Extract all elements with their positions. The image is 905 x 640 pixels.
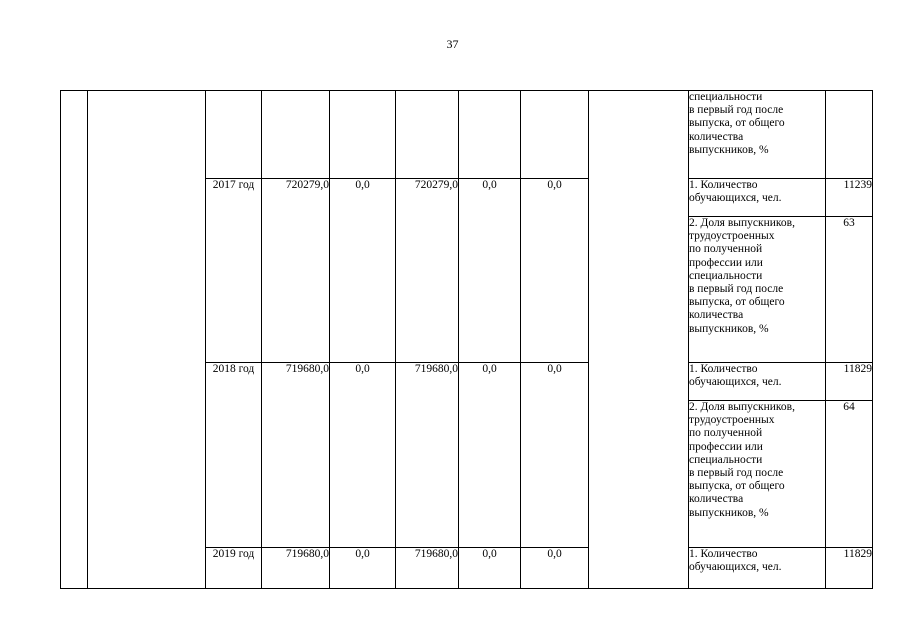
year-cell: 2017 год — [206, 179, 262, 363]
total-cell: 719680,0 — [262, 363, 330, 548]
year-cell-empty — [206, 91, 262, 179]
regional-cell: 720279,0 — [396, 179, 459, 363]
year-cell: 2018 год — [206, 363, 262, 548]
total-cell: 719680,0 — [262, 548, 330, 589]
other-cell: 0,0 — [521, 548, 589, 589]
local-cell-empty — [459, 91, 521, 179]
program-funding-table — [60, 90, 873, 589]
program-name-cell — [88, 91, 206, 589]
executor-cell — [589, 91, 689, 589]
indicator-cell: 1. Количество обучающихся, чел. — [689, 548, 826, 589]
year-cell: 2019 год — [206, 548, 262, 589]
federal-cell: 0,0 — [330, 363, 396, 548]
total-cell-empty — [262, 91, 330, 179]
other-cell: 0,0 — [521, 179, 589, 363]
indicator-cell: 2. Доля выпускников, трудоустроенных по полученной профессии или специальности в первый год после выпуска, от общего количества выпускников, % — [689, 401, 826, 548]
indicator-cell: 1. Количество обучающихся, чел. — [689, 363, 826, 401]
indicator-value-cell: 11829 — [826, 363, 873, 401]
total-cell: 720279,0 — [262, 179, 330, 363]
regional-cell: 719680,0 — [396, 363, 459, 548]
federal-cell-empty — [330, 91, 396, 179]
indicator-cell: специальности в первый год после выпуска, от общего количества выпускников, % — [689, 91, 826, 179]
other-cell-empty — [521, 91, 589, 179]
local-cell: 0,0 — [459, 179, 521, 363]
indicator-value-cell: 11829 — [826, 548, 873, 589]
local-cell: 0,0 — [459, 548, 521, 589]
other-cell: 0,0 — [521, 363, 589, 548]
indicator-cell: 1. Количество обучающихся, чел. — [689, 179, 826, 217]
local-cell: 0,0 — [459, 363, 521, 548]
indicator-value-cell: 63 — [826, 217, 873, 363]
federal-cell: 0,0 — [330, 179, 396, 363]
indicator-value-cell-empty — [826, 91, 873, 179]
number-cell — [61, 91, 88, 589]
federal-cell: 0,0 — [330, 548, 396, 589]
table-row-continuation — [61, 91, 873, 179]
indicator-value-cell: 64 — [826, 401, 873, 548]
indicator-value-cell: 11239 — [826, 179, 873, 217]
regional-cell-empty — [396, 91, 459, 179]
indicator-cell: 2. Доля выпускников, трудоустроенных по полученной профессии или специальности в первый год после выпуска, от общего количества выпускников, % — [689, 217, 826, 363]
page-number: 37 — [446, 37, 459, 51]
regional-cell: 719680,0 — [396, 548, 459, 589]
